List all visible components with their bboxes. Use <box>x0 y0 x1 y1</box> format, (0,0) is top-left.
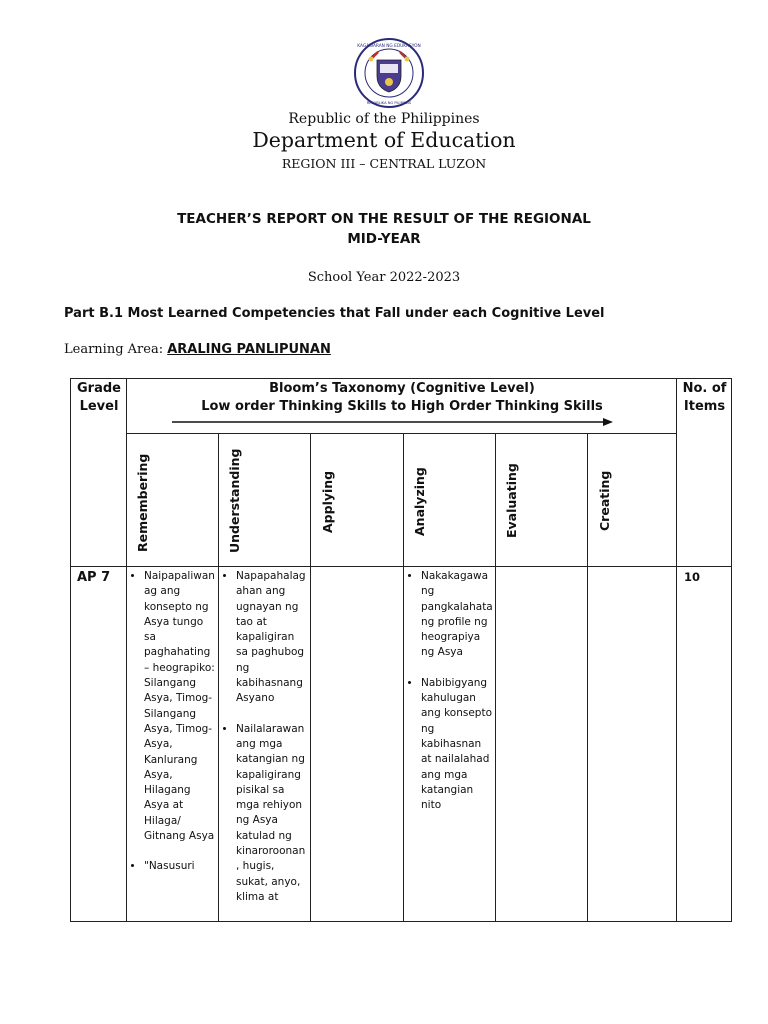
competency-item: • Nabibigyang kahulugan ang konsepto ng kabihasnan at nailalahad ang mga katangian nito <box>421 676 493 814</box>
competency-item: • Napapahalagahan ang ugnayan ng tao at kapaligiran sa paghubog ng kabihasnang Asyano <box>236 569 308 707</box>
applying-cell <box>311 567 403 921</box>
grade-header-line1: Grade <box>77 381 121 396</box>
analyzing-cell <box>405 569 493 921</box>
part-heading: Part B.1 Most Learned Competencies that Fall under each Cognitive Level <box>64 306 605 321</box>
report-title-line1: TEACHER’S REPORT ON THE RESULT OF THE REGIONAL <box>177 211 591 227</box>
competency-item: • "Nasusuri <box>144 859 216 874</box>
department-label: Department of Education <box>252 128 516 152</box>
bloom-header-subtitle: Low order Thinking Skills to High Order Thinking Skills <box>201 399 603 414</box>
level-understanding: Understanding <box>227 448 242 553</box>
bloom-header-title: Bloom’s Taxonomy (Cognitive Level) <box>269 381 535 396</box>
learning-area-label: Learning Area: <box>64 342 168 357</box>
direction-arrow <box>172 418 613 426</box>
grade-header-line2: Level <box>79 399 119 414</box>
competency-item: • Nailalarawan ang mga katangian ng kapaligirang pisikal sa mga rehiyon ng Asya katulad ng kinaroroonan, hugis, sukat, anyo, klima at <box>236 722 308 906</box>
items-header-line2: Items <box>683 399 726 414</box>
grade-cell: AP 7 <box>77 570 111 585</box>
republic-label: Republic of the Philippines <box>288 111 480 127</box>
bloom-header <box>127 380 677 416</box>
deped-seal <box>354 38 424 108</box>
competency-item: • Naipapaliwanag ang konsepto ng Asya tungo sa paghahating – heograpiko: Silangang Asya, Timog-Silangang Asya, Timog-Asya, Kanlurang Asya, Hilagang Asya at Hilaga/ Gitnang Asya <box>144 569 216 844</box>
understanding-cell <box>220 569 308 921</box>
competency-item: • Nakakagawa ng pangkalahatang profile ng heograpiya ng Asya <box>421 569 493 661</box>
grade-level-header <box>71 380 127 416</box>
level-creating: Creating <box>597 470 612 531</box>
report-title-line2: MID-YEAR <box>347 231 421 247</box>
items-header-line1: No. of <box>682 381 727 396</box>
creating-cell <box>588 567 676 921</box>
items-header <box>677 380 732 416</box>
remembering-cell <box>128 569 216 921</box>
level-evaluating: Evaluating <box>504 463 519 538</box>
items-count: 10 <box>684 570 701 584</box>
region-label: REGION III – CENTRAL LUZON <box>281 156 487 171</box>
level-remembering: Remembering <box>135 453 150 552</box>
seal-text-bottom: REPUBLIKA NG PILIPINAS <box>366 101 412 105</box>
school-year: School Year 2022-2023 <box>307 270 461 285</box>
level-analyzing: Analyzing <box>412 467 427 536</box>
evaluating-cell <box>496 567 587 921</box>
level-applying: Applying <box>320 470 335 533</box>
learning-area <box>64 342 331 357</box>
seal-text-top: KAGAWARAN NG EDUKASYON <box>357 44 421 49</box>
learning-area-value: ARALING PANLIPUNAN <box>167 342 331 357</box>
